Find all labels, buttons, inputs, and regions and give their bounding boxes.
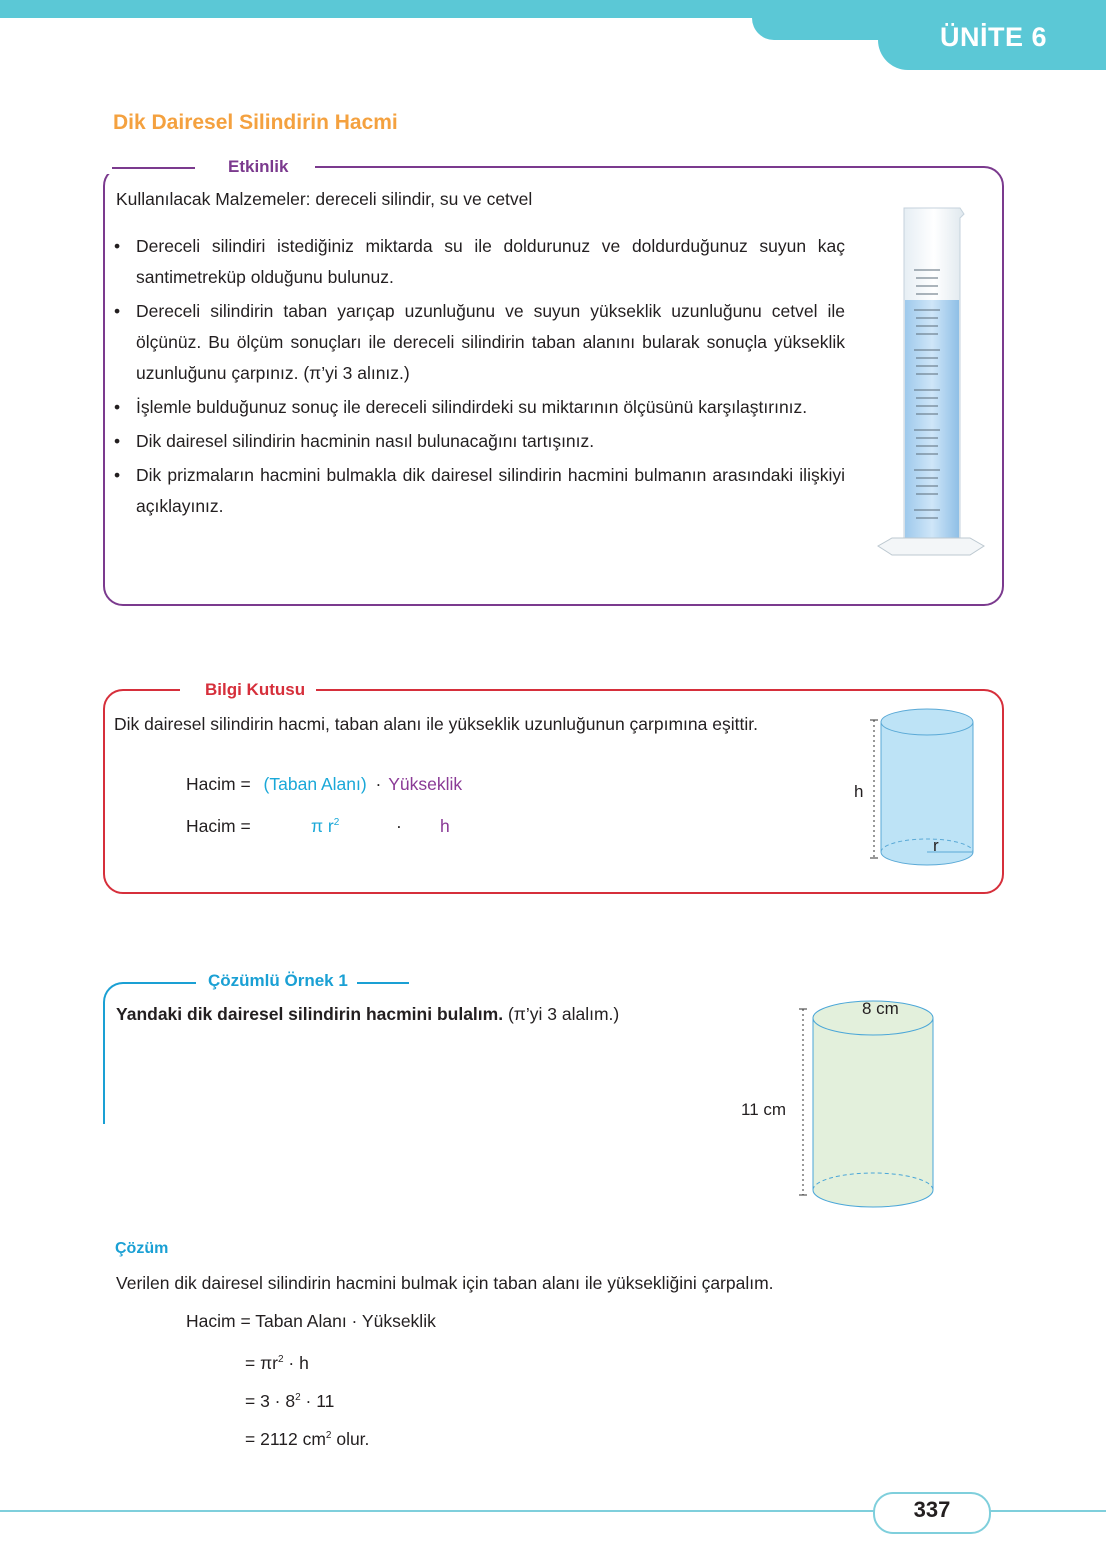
list-item: • Dik dairesel silindirin hacminin nasıl bulunacağını tartışınız.	[110, 426, 845, 457]
cozum-line-4	[245, 1420, 369, 1455]
activity-list	[110, 231, 845, 525]
formula-pi-r	[311, 816, 339, 837]
ornek-question-bold: Yandaki dik dairesel silindirin hacmini bulalım.	[116, 1004, 504, 1024]
list-item: • Dereceli silindiri istediğiniz miktarda su ile doldurunuz ve doldurduğunuz suyun kaç santimetreküp olduğunu bulunuz.	[110, 231, 845, 293]
list-item: • Dereceli silindirin taban yarıçap uzunluğunu ve suyun yükseklik uzunluğunu cetvel ile ölçünüz. Bu ölçüm sonuçları ile dereceli silindirin taban alanını bularak sonuçla yükseklik uzunluğunu çarpınız. (π’yi 3 alınız.)	[110, 296, 845, 389]
formula-left: Hacim =	[186, 774, 251, 794]
formula-row-2	[186, 816, 251, 837]
page-number: 337	[913, 1497, 951, 1522]
ornek-question	[116, 999, 619, 1030]
ornek-question-note: (π’yi 3 alalım.)	[507, 1004, 620, 1024]
formula-exponent: 2	[333, 817, 340, 829]
cozum-label: Çözüm	[115, 1240, 169, 1257]
formula-dot: ·	[375, 774, 382, 794]
cozum-line-1: Hacim = Taban Alanı · Yükseklik	[186, 1311, 436, 1331]
materials-text: Kullanılacak Malzemeler: dereceli silindir, su ve cetvel	[116, 189, 533, 209]
formula-height: Yükseklik	[388, 774, 463, 794]
bilgi-text: Dik dairesel silindirin hacmi, taban alanı ile yükseklik uzunluğunun çarpımına eşittir.	[114, 714, 758, 734]
diameter-label: 8 cm	[862, 999, 899, 1018]
formula-row-1	[186, 774, 462, 795]
cozum-line-2-b: · h	[283, 1352, 309, 1373]
cylinder-example-diagram	[795, 995, 945, 1210]
cozum-line-2-exp: 2	[277, 1354, 284, 1365]
cozum-intro: Verilen dik dairesel silindirin hacmini bulmak için taban alanı ile yüksekliğini çarpalım.	[116, 1273, 774, 1293]
etkinlik-rule-left	[112, 167, 195, 169]
bilgi-kutusu-label: Bilgi Kutusu	[197, 680, 313, 700]
cozum-line-4-b: olur.	[331, 1428, 370, 1449]
cylinder-r-label: r	[933, 836, 939, 855]
ornek-rule-right	[357, 982, 409, 984]
cozum-line-3-b: · 11	[300, 1390, 335, 1411]
unit-title: ÜNİTE 6	[940, 22, 1048, 52]
formula-left: Hacim =	[186, 816, 251, 836]
section-title: Dik Dairesel Silindirin Hacmi	[113, 111, 398, 134]
height-label: 11 cm	[741, 1100, 787, 1119]
cozum-line-3	[245, 1382, 334, 1417]
ornek-label: Çözümlü Örnek 1	[200, 971, 356, 991]
formula-dot-2: ·	[396, 816, 402, 836]
cozum-line-2	[245, 1344, 309, 1379]
cozum-line-3-a: = 3 · 8	[245, 1390, 296, 1411]
cozum-line-3-exp: 2	[295, 1392, 301, 1403]
etkinlik-label: Etkinlik	[220, 157, 296, 177]
formula-base-area: (Taban Alanı)	[263, 774, 367, 794]
cozum-line-4-exp: 2	[325, 1430, 332, 1441]
cozum-line-2-a: = πr	[245, 1352, 278, 1373]
list-item: • İşlemle bulduğunuz sonuç ile dereceli silindirdeki su miktarının ölçüsünü karşılaştırınız.	[110, 392, 845, 423]
formula-pi-r-text: π r	[311, 816, 334, 836]
cylinder-h-label: h	[854, 782, 864, 801]
cylinder-diagram	[850, 700, 990, 875]
cozum-line-4-a: = 2112 cm	[245, 1428, 326, 1449]
graduated-cylinder-illustration	[870, 200, 990, 565]
formula-h: h	[440, 816, 450, 836]
ornek-rule-left	[124, 982, 196, 984]
list-item: • Dik prizmaların hacmini bulmakla dik dairesel silindirin hacmini bulmanın arasındaki ilişkiyi açıklayınız.	[110, 460, 845, 522]
